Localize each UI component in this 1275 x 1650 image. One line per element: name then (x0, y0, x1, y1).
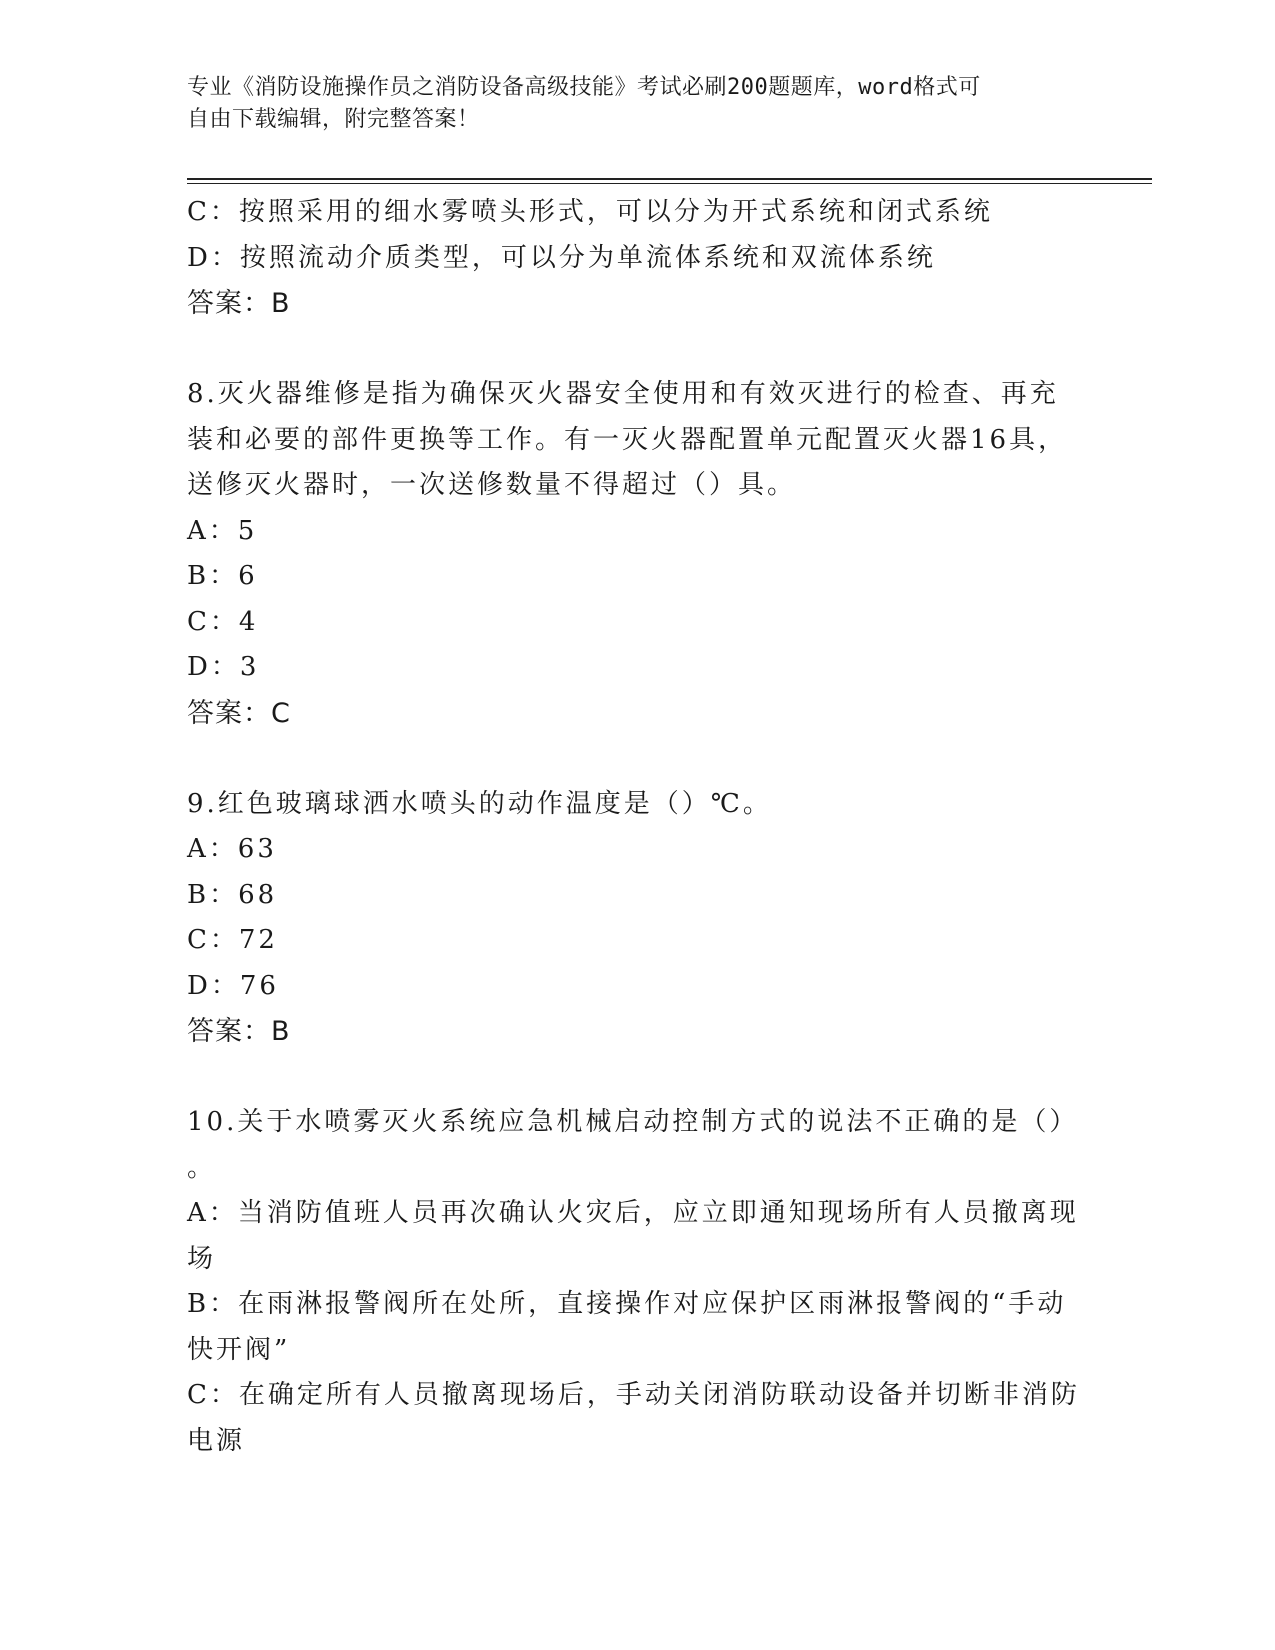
option-a-line-1: A：当消防值班人员再次确认火灾后，应立即通知现场所有人员撤离现 (187, 1198, 1079, 1228)
option-c: C：4 (187, 606, 259, 637)
option-d: D：按照流动介质类型，可以分为单流体系统和双流体系统 (187, 242, 936, 273)
option-c-line-2: 电源 (187, 1425, 246, 1456)
option-b: B：6 (187, 561, 258, 591)
question-text-line-1: 8.灭火器维修是指为确保灭火器安全使用和有效灭进行的检查、再充 (187, 379, 1059, 409)
question-10 (187, 1100, 1087, 1464)
document-body (187, 190, 1087, 1464)
question-7-tail (187, 190, 1087, 327)
header-divider-thin (187, 183, 1152, 184)
option-a: A：5 (187, 515, 258, 546)
option-c: C：72 (187, 925, 278, 955)
header-line-2: 自由下载编辑，附完整答案！ (187, 107, 480, 132)
question-8 (187, 372, 1087, 736)
question-text-line-2: 。 (187, 1152, 217, 1183)
option-a: A：63 (187, 834, 277, 864)
question-text-line-2: 装和必要的部件更换等工作。有一灭火器配置单元配置灭火器16具， (187, 424, 1068, 455)
answer: 答案：B (187, 288, 291, 319)
option-c: C：按照采用的细水雾喷头形式，可以分为开式系统和闭式系统 (187, 197, 993, 227)
document-header (187, 72, 1067, 136)
option-b-line-1: B：在雨淋报警阀所在处所，直接操作对应保护区雨淋报警阀的“手动 (187, 1289, 1067, 1319)
option-d: D：3 (187, 652, 260, 682)
option-c-line-1: C：在确定所有人员撤离现场后，手动关闭消防联动设备并切断非消防 (187, 1380, 1080, 1410)
question-9 (187, 782, 1087, 1055)
question-text-line-3: 送修灭火器时，一次送修数量不得超过（）具。 (187, 470, 797, 500)
answer: 答案：B (187, 1016, 291, 1047)
header-line-1: 专业《消防设施操作员之消防设备高级技能》考试必刷200题题库，word格式可 (187, 75, 981, 100)
option-a-line-2: 场 (187, 1243, 217, 1274)
option-b: B：68 (187, 879, 278, 910)
header-divider-thick (187, 178, 1152, 180)
question-text-line-1: 10.关于水喷雾灭火系统应急机械启动控制方式的说法不正确的是（） (187, 1107, 1079, 1137)
option-b-line-2: 快开阀” (187, 1334, 291, 1365)
answer: 答案：C (187, 697, 291, 729)
question-text-line-1: 9.红色玻璃球洒水喷头的动作温度是（）℃。 (187, 788, 772, 819)
option-d: D：76 (187, 970, 279, 1001)
